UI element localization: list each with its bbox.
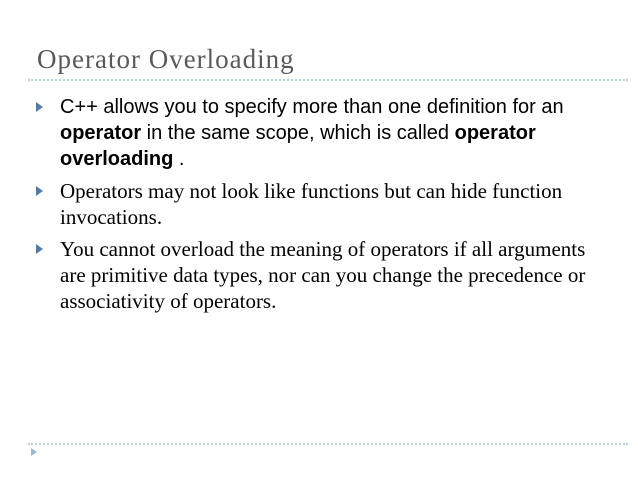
bold-term-operator-overloading: operator overloading [60,122,536,170]
bullet-text: . [173,148,185,170]
bold-term-operator: operator [60,122,142,144]
bullet-item-2 [36,178,596,230]
triangle-bullet-icon [36,244,43,254]
bullet-item-3 [36,236,596,314]
footer-divider [28,443,628,445]
bullet-text: C++ allows you to specify more than one definition for an [60,96,564,118]
bullet-text: Operators may not look like functions but can hide function invocations. [60,179,563,229]
triangle-corner-icon [31,448,37,456]
title-divider [28,79,628,81]
slide-title: Operator Overloading [37,44,295,74]
bullet-text: in the same scope, which is called [141,122,455,144]
triangle-bullet-icon [36,102,43,112]
bullet-text: You cannot overload the meaning of operators if all arguments are primitive data types, nor can you change the precedence or associativity of operators. [60,237,586,313]
triangle-bullet-icon [36,186,43,196]
bullet-list [36,94,596,320]
bullet-item-1 [36,94,596,172]
